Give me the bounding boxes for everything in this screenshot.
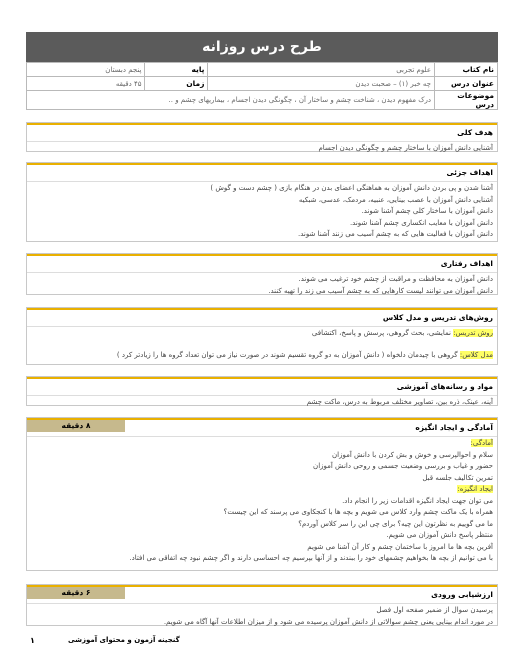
evaluation-line: در مورد اندام بینایی یعنی چشم سوالاتی از دانش آموزان پرسیده می شود و از میزان اطلاعات آنها آگاه می شویم.	[163, 617, 493, 626]
sub-heading: ایجاد انگیزه:	[457, 485, 493, 493]
book-label: نام کتاب	[435, 63, 498, 77]
preparation-section	[26, 417, 498, 571]
section-heading: روش‌های تدریس و مدل کلاس	[27, 308, 497, 327]
preparation-header	[27, 418, 497, 437]
section-heading: مواد و رسانه‌های آموزشی	[27, 377, 497, 396]
class-model-text: گروهی با چیدمان دلخواه ( دانش آموزان به دو گروه تقسیم شوند در صورت نیاز می توان تعداد گروه ها را زیادتر کرد )	[116, 350, 460, 359]
partial-goals-section	[26, 162, 498, 242]
behavioral-goal-line: دانش آموزان می توانند لیست کارهایی که به چشم آسیب می زند را تهیه کنند.	[268, 286, 493, 295]
lesson-meta-table	[26, 62, 498, 110]
motivation-line: ما می گوییم به نظرتون این چیه؟ برای چی این را سر کلاس آوردم؟	[298, 519, 493, 528]
class-model-line	[31, 350, 493, 362]
evaluation-header	[27, 585, 497, 604]
time-label: زمان	[145, 77, 208, 91]
teaching-methods-section	[26, 307, 498, 365]
motivation-line: آفرین بچه ها ما امروز با ساختمان چشم و کار آن آشنا می شویم	[307, 542, 493, 551]
section-heading: اهداف جزئی	[27, 163, 497, 182]
topics-value: درک مفهوم دیدن ، شناخت چشم و ساختار آن ، چگونگی دیدن اجسام ، بیماریهای چشم و ..	[27, 91, 435, 110]
section-heading: ارزشیابی ورودی	[431, 590, 493, 599]
lesson-label: عنوان درس	[435, 77, 498, 91]
page-title: طرح درس روزانه	[26, 32, 498, 62]
behavioral-goals-section	[26, 253, 498, 295]
general-goal-line: آشنایی دانش آموزان با ساختار چشم و چگونگی دیدن اجسام	[318, 144, 493, 152]
prep-line: تمرین تکالیف جلسه قبل	[422, 473, 493, 482]
grade-label: پایه	[145, 63, 208, 77]
partial-goal-line: آشنا شدن و پی بردن دانش آموزان به هماهنگی اعضای بدن در هنگام بازی ( چشم دست و گوش )	[210, 184, 493, 192]
general-goal-section	[26, 122, 498, 152]
grade-value: پنجم دبستان	[27, 63, 145, 77]
duration-badge: ۸ دقیقه	[27, 420, 125, 432]
motivation-line: همراه با یک ماکت چشم وارد کلاس می شویم و بچه ها با کنجکاوی می پرسند که این چیست؟	[223, 508, 493, 516]
partial-goal-line: دانش آموزان با فعالیت هایی که به چشم آسیب می زنند آشنا شوند.	[298, 230, 493, 238]
page-number: ۱	[30, 636, 35, 645]
partial-goal-line: آشنایی دانش آموزان با عصب بینایی، عنبیه، مردمک، عدسی، شبکیه	[298, 195, 493, 204]
motivation-line: با می توانیم از بچه ها بخواهیم چشمهای خود را ببندند و از آنها بپرسیم چه احساسی دارند و اگر چشم نبود چه اتفاقی می افتاد.	[129, 554, 493, 562]
motivation-line: منتظر پاسخ دانش آموزان می شویم.	[386, 531, 493, 539]
book-value: علوم تجربی	[208, 63, 435, 77]
duration-badge: ۶ دقیقه	[27, 587, 125, 599]
behavioral-goal-line: دانش آموزان به محافظت و مراقبت از چشم خود ترغیب می شوند.	[298, 275, 493, 283]
class-model-highlight: مدل کلاس:	[459, 350, 493, 359]
topics-label: موضوعات درس	[435, 91, 498, 110]
evaluation-line: پرسیدن سوال از ضمیر صفحه اول فصل	[376, 606, 493, 614]
partial-goal-line: دانش آموزان با ساختار کلی چشم آشنا شوند.	[361, 207, 493, 215]
time-value: ۴۵ دقیقه	[27, 77, 145, 91]
entry-evaluation-section	[26, 584, 498, 626]
materials-line: آینه، عینک، ذره بین، تصاویر مختلف مربوط به درس، ماکت چشم	[306, 398, 493, 406]
prep-line: حضور و غیاب و بررسی وضعیت جسمی و روحی دانش آموزان	[313, 462, 493, 470]
footer-brand: گنجینه آزمون و محتوای آموزشی	[68, 636, 180, 644]
section-heading: هدف کلی	[27, 123, 497, 142]
method-highlight: روش تدریس:	[453, 329, 493, 337]
method-text: نمایشی، بحث گروهی، پرسش و پاسخ، اکتشافی	[311, 329, 454, 337]
materials-section	[26, 376, 498, 406]
motivation-line: می توان جهت ایجاد انگیزه اقدامات زیر را انجام داد.	[342, 496, 493, 505]
partial-goal-line: دانش آموزان با معایب انکساری چشم آشنا شوند.	[349, 218, 493, 227]
method-line	[31, 328, 493, 340]
section-heading: اهداف رفتاری	[27, 254, 497, 273]
sub-heading: آمادگی:	[470, 439, 493, 447]
prep-line: سلام و احوالپرسی و خوش و بش کردن با دانش آموزان	[331, 450, 493, 459]
lesson-value: چه خبر (۱) – صحبت دیدن	[208, 77, 435, 91]
section-heading: آمادگی و ایجاد انگیزه	[415, 423, 493, 432]
